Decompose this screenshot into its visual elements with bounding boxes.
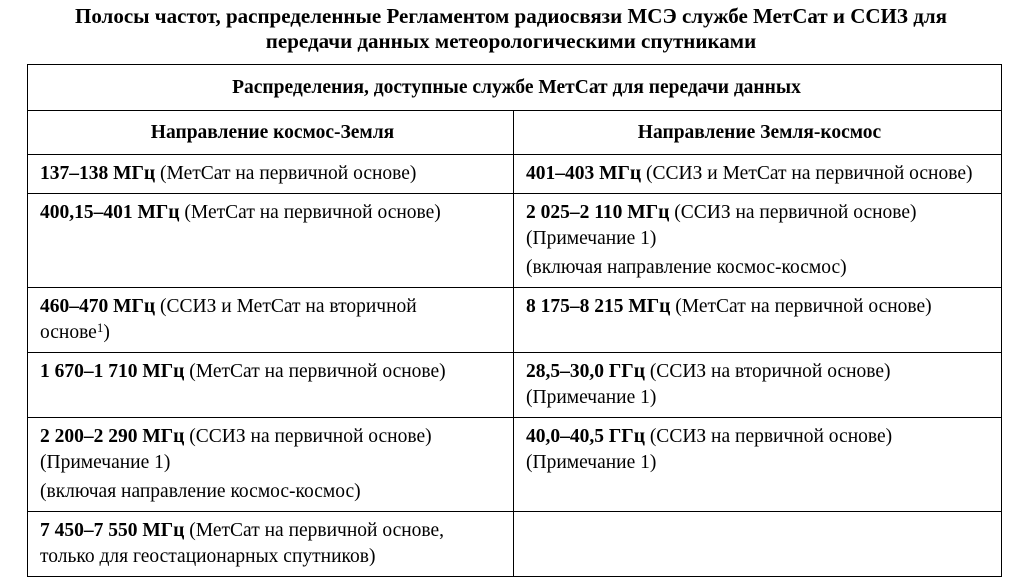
band-description: (МетСат на первичной основе) bbox=[179, 202, 441, 223]
band-description-continued: только для геостационарных спутников) bbox=[40, 546, 376, 567]
table-row bbox=[28, 155, 1002, 194]
frequency-band: 8 175–8 215 МГц bbox=[526, 296, 671, 317]
band-note: (Примечание 1) bbox=[526, 452, 657, 473]
frequency-band: 7 450–7 550 МГц bbox=[40, 520, 185, 541]
table-row bbox=[28, 194, 1002, 288]
frequency-band: 2 025–2 110 МГц bbox=[526, 202, 670, 223]
frequency-band: 137–138 МГц bbox=[40, 163, 156, 184]
column-header-space-to-earth: Направление космос-Земля bbox=[28, 111, 514, 155]
frequency-band: 401–403 МГц bbox=[526, 163, 642, 184]
band-note: (Примечание 1) bbox=[40, 452, 171, 473]
band-description: (ССИЗ на первичной основе) bbox=[644, 426, 893, 447]
frequency-band: 1 670–1 710 МГц bbox=[40, 361, 185, 382]
earth-to-space-cell bbox=[514, 194, 1002, 288]
document-title-line-1: Полосы частот, распределенные Регламентом радиосвязи МСЭ службе МетСат и ССИЗ для bbox=[74, 4, 947, 28]
earth-to-space-cell bbox=[514, 353, 1002, 418]
empty-cell bbox=[514, 512, 1002, 577]
document-title bbox=[0, 4, 1022, 54]
column-header-earth-to-space: Направление Земля-космос bbox=[514, 111, 1002, 155]
band-description: (МетСат на первичной основе) bbox=[184, 361, 446, 382]
table-row bbox=[28, 512, 1002, 577]
band-description-continued: основе bbox=[40, 322, 97, 343]
space-to-earth-cell bbox=[28, 288, 514, 353]
frequency-band: 28,5–30,0 ГГц bbox=[526, 361, 645, 382]
table-row bbox=[28, 418, 1002, 512]
footnote-reference: 1 bbox=[96, 320, 104, 335]
space-to-earth-cell bbox=[28, 512, 514, 577]
space-to-earth-cell bbox=[28, 418, 514, 512]
band-description: (ССИЗ на первичной основе) bbox=[184, 426, 432, 447]
table-header: Распределения, доступные службе МетСат для передачи данных bbox=[28, 65, 1002, 111]
space-to-earth-cell bbox=[28, 353, 514, 418]
band-description: (МетСат на первичной основе) bbox=[155, 163, 417, 184]
band-extra-note: (включая направление космос-космос) bbox=[526, 257, 847, 278]
table-row bbox=[28, 353, 1002, 418]
earth-to-space-cell bbox=[514, 288, 1002, 353]
frequency-band: 460–470 МГц bbox=[40, 296, 156, 317]
frequency-band: 400,15–401 МГц bbox=[40, 202, 180, 223]
frequency-allocation-table bbox=[27, 64, 1002, 577]
band-description: (ССИЗ и МетСат на вторичной bbox=[155, 296, 417, 317]
band-description: (ССИЗ и МетСат на первичной основе) bbox=[641, 163, 973, 184]
band-note: (Примечание 1) bbox=[526, 228, 657, 249]
band-note: (Примечание 1) bbox=[526, 387, 657, 408]
band-description-end: ) bbox=[103, 322, 110, 343]
space-to-earth-cell bbox=[28, 155, 514, 194]
document-title-line-2: передачи данных метеорологическими спутниками bbox=[265, 29, 757, 53]
earth-to-space-cell bbox=[514, 155, 1002, 194]
band-description: (МетСат на первичной основе) bbox=[670, 296, 932, 317]
frequency-band: 40,0–40,5 ГГц bbox=[526, 426, 645, 447]
table-row bbox=[28, 288, 1002, 353]
band-description: (ССИЗ на вторичной основе) bbox=[644, 361, 891, 382]
earth-to-space-cell bbox=[514, 418, 1002, 512]
band-extra-note: (включая направление космос-космос) bbox=[40, 481, 361, 502]
band-description: (ССИЗ на первичной основе) bbox=[669, 202, 917, 223]
frequency-band: 2 200–2 290 МГц bbox=[40, 426, 185, 447]
space-to-earth-cell bbox=[28, 194, 514, 288]
band-description: (МетСат на первичной основе, bbox=[184, 520, 445, 541]
